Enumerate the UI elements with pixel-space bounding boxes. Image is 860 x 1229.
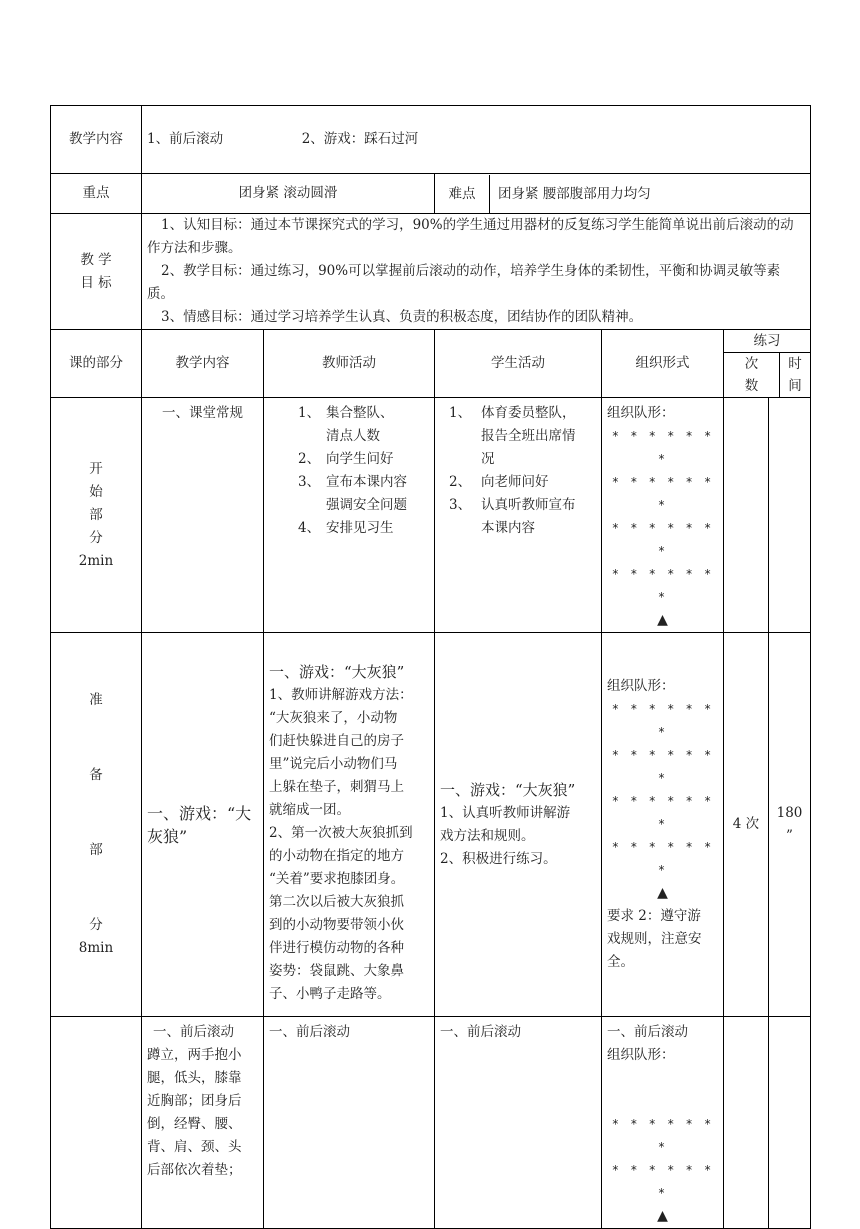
requirement-text: 要求 2：遵守游 bbox=[607, 908, 701, 924]
header-duration: 时 间 bbox=[788, 356, 802, 394]
lesson-plan-table bbox=[50, 105, 811, 1229]
difficulty-value: 团身紧 腰部腹部用力均匀 bbox=[498, 185, 651, 202]
row-start-part bbox=[51, 398, 811, 633]
goal-1: 1、认知目标：通过本节课探究式的学习，90%的学生通过用器材的反复练习学生能简单说出前后滚动的动作方法和步骤。 bbox=[147, 217, 794, 256]
prep-content: 一、游戏：“大灰狼” bbox=[142, 633, 264, 1017]
formation-row: * * * * * * * bbox=[611, 1117, 714, 1154]
formation-row: * * * * * * * bbox=[611, 702, 714, 739]
start-student: 1、 体育委员整队， 报告全班出席情 况 2、 向老师问好 3、 认真听教师宣布 本课内容 bbox=[435, 398, 602, 633]
start-formation bbox=[602, 398, 724, 633]
header-form: 组织形式 bbox=[602, 330, 724, 398]
header-practice: 练习 bbox=[724, 330, 810, 353]
content-item-1: 1、前后滚动 bbox=[147, 131, 224, 147]
formation-row: * * * * * * * bbox=[611, 794, 714, 831]
row-teaching-content bbox=[51, 106, 811, 174]
header-part: 课的部分 bbox=[51, 330, 142, 398]
formation-row: * * * * * * * bbox=[611, 748, 714, 785]
prep-part-label: 准 备 部 分 8min bbox=[51, 633, 142, 1017]
teacher-triangle-icon: ▲ bbox=[657, 885, 668, 901]
header-content: 教学内容 bbox=[142, 330, 264, 398]
start-part-label: 开 始 部 分 2min bbox=[51, 398, 142, 633]
prep-teacher: 一、游戏：“大灰狼” 1、教师讲解游戏方法： “大灰狼来了，小动物 们赶快躲进自己的房子 里”说完后小动物们马 上躲在垫子，刺猬马上 就缩成一团。 2、第一次被大灰狼抓到 的小动物在指定的地方 “关着”要求抱膝团身。 第二次以后被大灰狼抓 到的小动物要带领小伙 伴进行模仿动物的各种 姿势：袋鼠跳、大象鼻 子、小鸭子走路等。 bbox=[264, 633, 435, 1017]
header-teacher: 教师活动 bbox=[264, 330, 435, 398]
basic-teacher: 一、前后滚动 bbox=[264, 1017, 435, 1229]
label-difficulty: 难点 bbox=[435, 175, 490, 213]
formation-label: 组织队形： bbox=[607, 678, 675, 694]
goals-value bbox=[142, 214, 811, 330]
goal-3: 3、情感目标：通过学习培养学生认真、负责的积极态度，团结协作的团队精神。 bbox=[161, 309, 643, 325]
prep-formation: 组织队形： * * * * * * * * * * * * * * * * * * * * * * * * * * * * ▲ 要求 2：遵守游 戏规则，注意安 全。 bbox=[602, 633, 724, 1017]
goal-2: 2、教学目标：通过练习，90%可以掌握前后滚动的动作，培养学生身体的柔韧性，平衡和协调灵敏等素质。 bbox=[147, 263, 781, 302]
formation-label: 组织队形： bbox=[607, 405, 675, 421]
label-teaching-content: 教学内容 bbox=[51, 106, 142, 174]
basic-formation: 一、前后滚动 组织队形： * * * * * * * * * * * * * * ▲ bbox=[602, 1017, 724, 1229]
formation-row: * * * * * * * bbox=[611, 840, 714, 877]
start-teacher: 1、 集合整队、 清点人数 2、 向学生问好 3、 宣布本课内容 强调安全问题 4、 安排见习生 bbox=[264, 398, 435, 633]
label-goals: 教 学 目 标 bbox=[51, 214, 142, 330]
focus-value: 团身紧 滚动圆滑 bbox=[142, 174, 435, 214]
row-prep-part bbox=[51, 633, 811, 1017]
prep-student: 一、游戏：“大灰狼” 1、认真听教师讲解游 戏方法和规则。 2、积极进行练习。 bbox=[435, 633, 602, 1017]
formation-row: * * * * * * * bbox=[611, 429, 714, 466]
teacher-triangle-icon: ▲ bbox=[657, 1208, 668, 1224]
prep-duration: 180 ” bbox=[769, 633, 811, 1017]
header-row bbox=[51, 330, 811, 398]
content-item-2: 2、游戏：踩石过河 bbox=[301, 131, 419, 147]
formation-row: * * * * * * * bbox=[611, 521, 714, 558]
row-goals bbox=[51, 214, 811, 330]
formation-row: * * * * * * * bbox=[611, 567, 714, 604]
teaching-content-value bbox=[142, 106, 811, 174]
basic-content: 一、前后滚动 蹲立，两手抱小 腿，低头，膝靠 近胸部；团身后 倒，经臀、腰、 背、肩、颈、头 后部依次着垫； bbox=[142, 1017, 264, 1229]
formation-row: * * * * * * * bbox=[611, 475, 714, 512]
row-basic-part bbox=[51, 1017, 811, 1229]
formation-label: 组织队形： bbox=[607, 1047, 675, 1063]
teacher-triangle-icon: ▲ bbox=[657, 612, 668, 628]
row-focus bbox=[51, 174, 811, 214]
header-student: 学生活动 bbox=[435, 330, 602, 398]
prep-times: 4 次 bbox=[724, 633, 769, 1017]
basic-student: 一、前后滚动 bbox=[435, 1017, 602, 1229]
start-content: 一、课堂常规 bbox=[142, 398, 264, 633]
formation-row: * * * * * * * bbox=[611, 1163, 714, 1200]
label-focus: 重点 bbox=[51, 174, 142, 214]
header-times: 次 数 bbox=[724, 353, 780, 398]
